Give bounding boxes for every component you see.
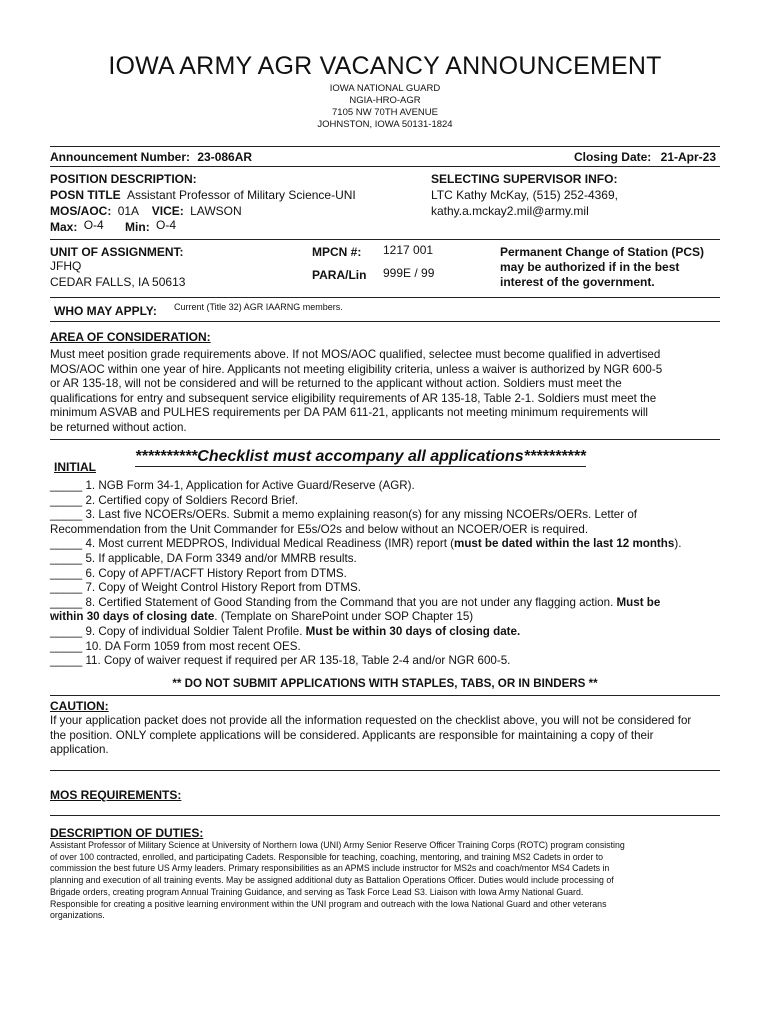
- posn-title-value: Assistant Professor of Military Science-UNI: [127, 188, 356, 202]
- org-name: IOWA NATIONAL GUARD: [329, 83, 441, 94]
- para-label: PARA/Lin: [312, 268, 367, 282]
- unit-label: UNIT OF ASSIGNMENT:: [50, 245, 184, 259]
- checklist-text: _____ 4. Most current MEDPROS, Individual Medical Readiness (IMR) report (: [50, 537, 455, 551]
- divider: [50, 166, 720, 167]
- max-label: Max:: [50, 220, 78, 234]
- announcement-number-label: Announcement Number:: [50, 150, 191, 164]
- posn-title: [50, 188, 356, 202]
- duties-line: of over 100 contracted, enrolled, and participating Cadets. Responsible for teaching, coaching, mentoring, and training MS2 Cadets in order to: [50, 851, 604, 862]
- posn-title-label: POSN TITLE: [50, 188, 121, 202]
- checklist-item: [50, 610, 473, 625]
- unit-location: CEDAR FALLS, IA 50613: [50, 275, 186, 289]
- duties-line: Brigade orders, creating program Annual Training Guidance, and serving as Task Force Lead S3. Liaison with Iowa Army National Guard.: [50, 886, 584, 897]
- min-label: Min:: [125, 220, 150, 234]
- checklist-text: _____ 8. Certified Statement of Good Standing from the Command that you are not under any flagging action.: [50, 595, 617, 609]
- checklist-emphasis: Must be within 30 days of closing date.: [305, 625, 521, 638]
- grade-range: [50, 220, 176, 234]
- area-line: or AR 135-18, will not be considered and will be returned to the applicant without action. Soldiers must meet the: [50, 377, 622, 391]
- divider: [50, 815, 720, 816]
- checklist-item: _____ 6. Copy of APFT/ACFT History Report from DTMS.: [50, 566, 347, 580]
- area-line: minimum ASVAB and PULHES requirements per DA PAM 611-21, applicants not meeting minimum requirements will: [50, 406, 648, 420]
- area-line: be returned without action.: [50, 420, 187, 434]
- mos-label: MOS/AOC:: [50, 204, 112, 218]
- supervisor-contact: LTC Kathy McKay, (515) 252-4369,: [431, 188, 618, 202]
- mpcn-label: MPCN #:: [312, 245, 362, 259]
- mos-aoc: [50, 204, 242, 218]
- city-address: JOHNSTON, IOWA 50131-1824: [317, 119, 453, 130]
- checklist-emphasis: Must be: [616, 595, 661, 609]
- closing-date-value: 21-Apr-23: [660, 150, 716, 164]
- area-text: [50, 348, 722, 436]
- divider: [50, 321, 720, 322]
- checklist-text: ).: [674, 537, 682, 551]
- checklist-emphasis: within 30 days of closing date: [50, 610, 215, 624]
- pcs-notice: [500, 245, 704, 290]
- checklist-text: . (Template on SharePoint under SOP Chapter 15): [214, 610, 474, 624]
- divider: [50, 770, 720, 771]
- checklist-item: _____ 10. DA Form 1059 from most recent OES.: [50, 639, 301, 653]
- divider: [50, 695, 720, 696]
- unit-name: JFHQ: [50, 259, 82, 273]
- area-line: qualifications for entry and subsequent service eligibility requirements of AR 135-18, Table 2-1. Soldiers must meet the: [50, 391, 657, 405]
- area-label: AREA OF CONSIDERATION:: [50, 330, 211, 344]
- position-description-label: POSITION DESCRIPTION:: [50, 172, 197, 186]
- pcs-line: interest of the government.: [500, 275, 655, 289]
- checklist-heading: **********Checklist must accompany all applications**********: [135, 448, 586, 465]
- divider: [50, 439, 720, 440]
- checklist-item: _____ 5. If applicable, DA Form 3349 and/or MMRB results.: [50, 552, 357, 565]
- duties-label: DESCRIPTION OF DUTIES:: [50, 826, 204, 840]
- mos-value: 01A: [117, 204, 139, 218]
- pcs-line: may be authorized if in the best: [500, 260, 680, 274]
- checklist-item: [50, 537, 681, 552]
- duties-text: [50, 840, 720, 922]
- duties-line: organizations.: [50, 910, 105, 921]
- office-code: NGIA-HRO-AGR: [349, 95, 421, 106]
- closing-date-label: Closing Date:: [573, 150, 652, 164]
- duties-line: Responsible for creating a positive learning environment within the UNI program and outreach with the Iowa National Guard and other veterans: [50, 898, 607, 909]
- area-line: Must meet position grade requirements above. If not MOS/AOC qualified, selectee must become qualified in advertised: [50, 348, 661, 361]
- caution-line: application.: [50, 743, 109, 757]
- initial-label: INITIAL: [54, 460, 96, 474]
- duties-line: planning and execution of all training events. May be assigned additional duty as Battalion Operations Officer. Duties would include processing of: [50, 875, 614, 886]
- min-value: O-4: [156, 218, 177, 232]
- who-may-apply-value: Current (Title 32) AGR IAARNG members.: [174, 302, 343, 312]
- caution-label: CAUTION:: [50, 699, 109, 713]
- checklist-text: _____ 9. Copy of individual Soldier Talent Profile.: [50, 625, 306, 638]
- checklist-item: _____ 1. NGB Form 34-1, Application for Active Guard/Reserve (AGR).: [50, 479, 415, 492]
- vice-value: LAWSON: [190, 204, 242, 218]
- street-address: 7105 NW 70TH AVENUE: [332, 107, 438, 118]
- mpcn-value: 1217 001: [383, 243, 434, 257]
- mos-requirements-label: MOS REQUIREMENTS:: [50, 788, 182, 802]
- staples-notice: ** DO NOT SUBMIT APPLICATIONS WITH STAPLES, TABS, OR IN BINDERS **: [172, 677, 598, 690]
- checklist-item: _____ 7. Copy of Weight Control History Report from DTMS.: [50, 581, 362, 595]
- announcement-number: [50, 150, 252, 164]
- supervisor-email: kathy.a.mckay2.mil@army.mil: [431, 204, 589, 218]
- supervisor-label: SELECTING SUPERVISOR INFO:: [431, 172, 618, 186]
- pcs-line: Permanent Change of Station (PCS): [500, 245, 705, 259]
- para-value: 999E / 99: [383, 266, 435, 280]
- announcement-number-value: 23-086AR: [197, 150, 253, 164]
- caution-line: If your application packet does not provide all the information requested on the checklist above, you will not be considered for: [50, 714, 692, 727]
- page-title: IOWA ARMY AGR VACANCY ANNOUNCEMENT: [108, 52, 662, 80]
- vice-label: VICE:: [151, 204, 184, 218]
- checklist-item: _____ 3. Last five NCOERs/OERs. Submit a memo explaining reason(s) for any missing NCOERs/OERs. Letter of: [50, 508, 637, 522]
- max-value: O-4: [83, 218, 104, 232]
- caution-line: the position. ONLY complete applications will be considered. Applicants are responsible for maintaining a copy of their: [50, 728, 654, 742]
- checklist-item: _____ 11. Copy of waiver request if required per AR 135-18, Table 2-4 and/or NGR 600-5.: [50, 654, 511, 668]
- closing-date: [574, 150, 716, 164]
- who-may-apply-label: WHO MAY APPLY:: [54, 304, 157, 318]
- caution-text: [50, 714, 750, 758]
- divider: [50, 146, 720, 147]
- checklist-emphasis: must be dated within the last 12 months: [454, 537, 675, 551]
- area-line: MOS/AOC within one year of hire. Applicants not meeting eligibility criteria, unless a waiver is authorized by NGR 600-5: [50, 362, 663, 376]
- duties-line: Assistant Professor of Military Science at University of Northern Iowa (UNI) Army Senior Reserve Officer Training Corps (ROTC) program consisting: [50, 840, 625, 850]
- checklist-item: [50, 596, 660, 611]
- checklist-item: [50, 625, 520, 640]
- divider: [50, 297, 720, 298]
- divider: [50, 239, 720, 240]
- checklist-item: _____ 2. Certified copy of Soldiers Record Brief.: [50, 493, 299, 507]
- duties-line: commission the best future US Army leaders. Primary responsibilities as an APMS include instructor for MS2s and coach/mentor MS4 Cadets in: [50, 863, 610, 874]
- checklist-item: Recommendation from the Unit Commander for E5s/O2s and below without an NCOER/OER is required.: [50, 522, 589, 536]
